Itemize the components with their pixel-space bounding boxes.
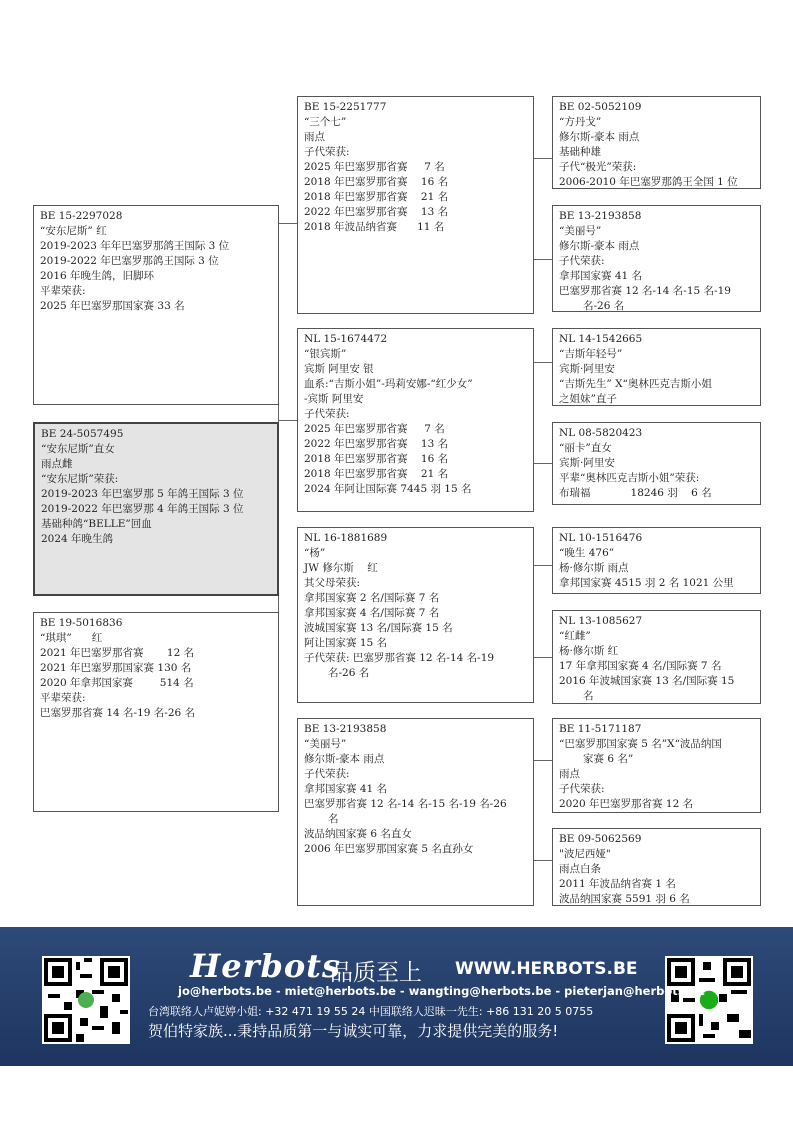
sds-card bbox=[552, 328, 761, 406]
card-line: “巴塞罗那国家赛 5 名”X“波品纳国 bbox=[559, 738, 722, 750]
connector bbox=[533, 158, 552, 159]
qr-code-right[interactable] bbox=[665, 956, 753, 1044]
card-line: 拿邦国家赛 4 名/国际赛 7 名 bbox=[304, 607, 440, 619]
card-line: “吉斯先生” X“奥林匹克吉斯小姐 bbox=[559, 378, 712, 390]
card-line: “安东尼斯”荣获: bbox=[41, 473, 119, 485]
dsd-card bbox=[552, 610, 761, 704]
contact-emails[interactable]: jo@herbots.be - miet@herbots.be - wangting@herbots.be - pieterjan@herbots.be bbox=[178, 984, 706, 998]
card-line: 2019-2023 年年巴塞罗那鸽王国际 3 位 bbox=[40, 240, 230, 252]
card-line: 2024 年阿让国际赛 7445 羽 15 名 bbox=[304, 483, 472, 495]
card-line: 巴塞罗那省赛 14 名-19 名-26 名 bbox=[40, 707, 196, 719]
connector bbox=[533, 259, 552, 260]
card-line: 平辈荣获: bbox=[40, 692, 86, 704]
card-line: 2011 年波品纳省赛 1 名 bbox=[559, 878, 676, 890]
card-line: 雨点白条 bbox=[559, 863, 601, 875]
card-line: 2024 年晚生鸽 bbox=[41, 533, 114, 545]
card-line: “安东尼斯”直女 bbox=[41, 443, 115, 455]
card-line: 其父母荣获: bbox=[304, 577, 361, 589]
card-line: 雨点 bbox=[559, 768, 580, 780]
card-line: 2025 年巴塞罗那国家赛 33 名 bbox=[40, 300, 185, 312]
sdd-card bbox=[552, 422, 761, 505]
card-line: 子代荣获: bbox=[559, 783, 605, 795]
card-line: 子代荣获: bbox=[304, 768, 350, 780]
dds-card bbox=[552, 718, 761, 813]
card-line: 波品纳国家赛 5591 羽 6 名 bbox=[559, 893, 690, 905]
ring-number: NL 14-1542665 bbox=[559, 333, 643, 345]
footer-banner bbox=[0, 927, 793, 1066]
card-line: 基础种雄 bbox=[559, 146, 601, 158]
card-line: 2019-2022 年巴塞罗那 4 年鸽王国际 3 位 bbox=[41, 503, 244, 515]
card-line: “吉斯年轻号” bbox=[559, 348, 623, 360]
card-line: 拿邦国家赛 41 名 bbox=[559, 270, 643, 282]
card-line: 2025 年巴塞罗那省赛 7 名 bbox=[304, 161, 445, 173]
ring-number: BE 19-5016836 bbox=[40, 617, 123, 629]
qr-code-left[interactable] bbox=[42, 956, 130, 1044]
card-line: “安东尼斯” 红 bbox=[40, 225, 107, 237]
footer-tagline: 贺伯特家族...秉持品质第一与诚实可靠，力求提供完美的服务! bbox=[148, 1022, 559, 1040]
sire-card bbox=[33, 205, 279, 405]
connector bbox=[533, 657, 552, 658]
ring-number: BE 09-5062569 bbox=[559, 833, 642, 845]
ring-number: NL 16-1881689 bbox=[304, 532, 388, 544]
card-line: “美丽号” bbox=[304, 738, 347, 750]
card-line: 2016 年晚生鸽，旧脚环 bbox=[40, 270, 155, 282]
card-line: 拿邦国家赛 4515 羽 2 名 1021 公里 bbox=[559, 577, 734, 589]
card-line: 基础种鸽“BELLE”回血 bbox=[41, 518, 152, 530]
card-line: 2006 年巴塞罗那国家赛 5 名直孙女 bbox=[304, 843, 474, 855]
card-line: JW 修尔斯 红 bbox=[304, 562, 378, 574]
subject-card bbox=[33, 422, 279, 596]
ring-number: NL 13-1085627 bbox=[559, 615, 643, 627]
card-line: “晚生 476” bbox=[559, 547, 615, 559]
card-line-continued: 名-26 名 bbox=[328, 667, 370, 679]
connector bbox=[533, 362, 552, 363]
card-line: 2022 年巴塞罗那省赛 13 名 bbox=[304, 206, 449, 218]
connector bbox=[278, 420, 297, 421]
sire-dam-card bbox=[297, 328, 534, 512]
ring-number: BE 24-5057495 bbox=[41, 428, 124, 440]
card-line: 2021 年巴塞罗那省赛 12 名 bbox=[40, 647, 195, 659]
card-line-continued: 名 bbox=[583, 690, 594, 702]
ring-number: BE 02-5052109 bbox=[559, 101, 642, 113]
sss-card bbox=[552, 96, 761, 189]
card-line: 拿邦国家赛 2 名/国际赛 7 名 bbox=[304, 592, 440, 604]
card-line-continued: 名-26 名 bbox=[583, 300, 625, 312]
card-line: “红雌” bbox=[559, 630, 591, 642]
card-line: 2020 年巴塞罗那省赛 12 名 bbox=[559, 798, 694, 810]
card-line: 巴塞罗那省赛 12 名-14 名-15 名-19 bbox=[559, 285, 731, 297]
connector bbox=[533, 860, 552, 861]
card-line: 2006-2010 年巴塞罗那鸽王全国 1 位 bbox=[559, 176, 738, 188]
dam-card bbox=[33, 612, 279, 812]
card-line: 2019-2023 年巴塞罗那 5 年鸽王国际 3 位 bbox=[41, 488, 244, 500]
brand-slogan: 品质至上 bbox=[330, 960, 422, 986]
brand-logo: Herbots bbox=[190, 947, 341, 985]
card-line-continued: 家赛 6 名” bbox=[583, 753, 634, 765]
card-line: 波品纳国家赛 6 名直女 bbox=[304, 828, 412, 840]
sire-sire-card bbox=[297, 96, 534, 314]
card-line: 杨·修尔斯 雨点 bbox=[559, 562, 629, 574]
card-line: 2025 年巴塞罗那省赛 7 名 bbox=[304, 423, 445, 435]
qr-icon bbox=[44, 958, 128, 1042]
ring-number: BE 15-2297028 bbox=[40, 210, 123, 222]
card-line: 2016 年波城国家赛 13 名/国际赛 15 bbox=[559, 675, 735, 687]
card-line: 2020 年拿邦国家赛 514 名 bbox=[40, 677, 194, 689]
card-line: 2018 年巴塞罗那省赛 16 名 bbox=[304, 176, 449, 188]
ring-number: BE 11-5171187 bbox=[559, 723, 642, 735]
card-line: “琪琪” 红 bbox=[40, 632, 103, 644]
card-line: 修尔斯-豪本 雨点 bbox=[304, 753, 385, 765]
card-line: 2022 年巴塞罗那省赛 13 名 bbox=[304, 438, 449, 450]
card-line: 17 年拿邦国家赛 4 名/国际赛 7 名 bbox=[559, 660, 722, 672]
ddd-card bbox=[552, 828, 761, 906]
website-link[interactable]: WWW.HERBOTS.BE bbox=[455, 959, 638, 979]
card-line: 子代荣获: 巴塞罗那省赛 12 名-14 名-19 bbox=[304, 652, 495, 664]
card-line: 宾斯·阿里安 bbox=[559, 363, 615, 375]
ring-number: BE 15-2251777 bbox=[304, 101, 387, 113]
card-line: 拿邦国家赛 41 名 bbox=[304, 783, 388, 795]
connector bbox=[533, 463, 552, 464]
card-line: “丽卡”直女 bbox=[559, 442, 612, 454]
card-line: “杨” bbox=[304, 547, 326, 559]
card-line: 子代“极光”荣获: bbox=[559, 161, 637, 173]
card-line: 雨点雌 bbox=[41, 458, 73, 470]
card-line: “美丽号” bbox=[559, 225, 602, 237]
card-line: 子代荣获: bbox=[304, 408, 350, 420]
connector bbox=[533, 760, 552, 761]
card-line: 宾斯 阿里安 银 bbox=[304, 363, 374, 375]
card-line: 2021 年巴塞罗那国家赛 130 名 bbox=[40, 662, 192, 674]
card-line: 阿让国家赛 15 名 bbox=[304, 637, 388, 649]
card-line: 修尔斯-豪本 雨点 bbox=[559, 131, 640, 143]
dam-sire-card bbox=[297, 527, 534, 703]
contact-phones: 台湾联络人卢妮婷小姐: +32 471 19 55 24 中国联络人迟昧一先生: +86 131 20 5 0755 bbox=[148, 1005, 594, 1018]
card-line: 子代荣获: bbox=[559, 255, 605, 267]
card-line-continued: 名 bbox=[328, 813, 339, 825]
card-line: 血系:“吉斯小姐”-玛莉安娜-“红少女” bbox=[304, 378, 473, 390]
card-line: 2018 年巴塞罗那省赛 21 名 bbox=[304, 468, 449, 480]
card-line: “银宾斯” bbox=[304, 348, 347, 360]
card-line: "波尼西娅" bbox=[559, 848, 611, 860]
ring-number: NL 15-1674472 bbox=[304, 333, 388, 345]
card-line: 波城国家赛 13 名/国际赛 15 名 bbox=[304, 622, 453, 634]
card-line: 修尔斯-豪本 雨点 bbox=[559, 240, 640, 252]
dam-dam-card bbox=[297, 718, 534, 906]
card-line: 2018 年巴塞罗那省赛 21 名 bbox=[304, 191, 449, 203]
ring-number: BE 13-2193858 bbox=[559, 210, 642, 222]
card-line: 之姐妹”直子 bbox=[559, 393, 617, 405]
connector bbox=[278, 223, 297, 224]
card-line: 杨·修尔斯 红 bbox=[559, 645, 619, 657]
wechat-qr-icon bbox=[667, 958, 751, 1042]
card-line: 宾斯·阿里安 bbox=[559, 457, 615, 469]
card-line: 布瑞福 18246 羽 6 名 bbox=[559, 487, 712, 499]
ssd-card bbox=[552, 205, 761, 312]
card-line: -宾斯 阿里安 bbox=[304, 393, 364, 405]
card-line: 平辈“奥林匹克吉斯小姐”荣获: bbox=[559, 472, 700, 484]
card-line: 巴塞罗那省赛 12 名-14 名-15 名-19 名-26 bbox=[304, 798, 507, 810]
card-line: 雨点 bbox=[304, 131, 325, 143]
dss-card bbox=[552, 527, 761, 594]
card-line: 平辈荣获: bbox=[40, 285, 86, 297]
ring-number: BE 13-2193858 bbox=[304, 723, 387, 735]
ring-number: NL 10-1516476 bbox=[559, 532, 643, 544]
card-line: 2018 年巴塞罗那省赛 16 名 bbox=[304, 453, 449, 465]
connector bbox=[533, 565, 552, 566]
card-line: 2019-2022 年巴塞罗那鸽王国际 3 位 bbox=[40, 255, 219, 267]
ring-number: NL 08-5820423 bbox=[559, 427, 643, 439]
card-line: 子代荣获: bbox=[304, 146, 350, 158]
card-line: “方丹戈” bbox=[559, 116, 602, 128]
card-line: “三个七” bbox=[304, 116, 347, 128]
card-line: 2018 年波品纳省赛 11 名 bbox=[304, 221, 445, 233]
